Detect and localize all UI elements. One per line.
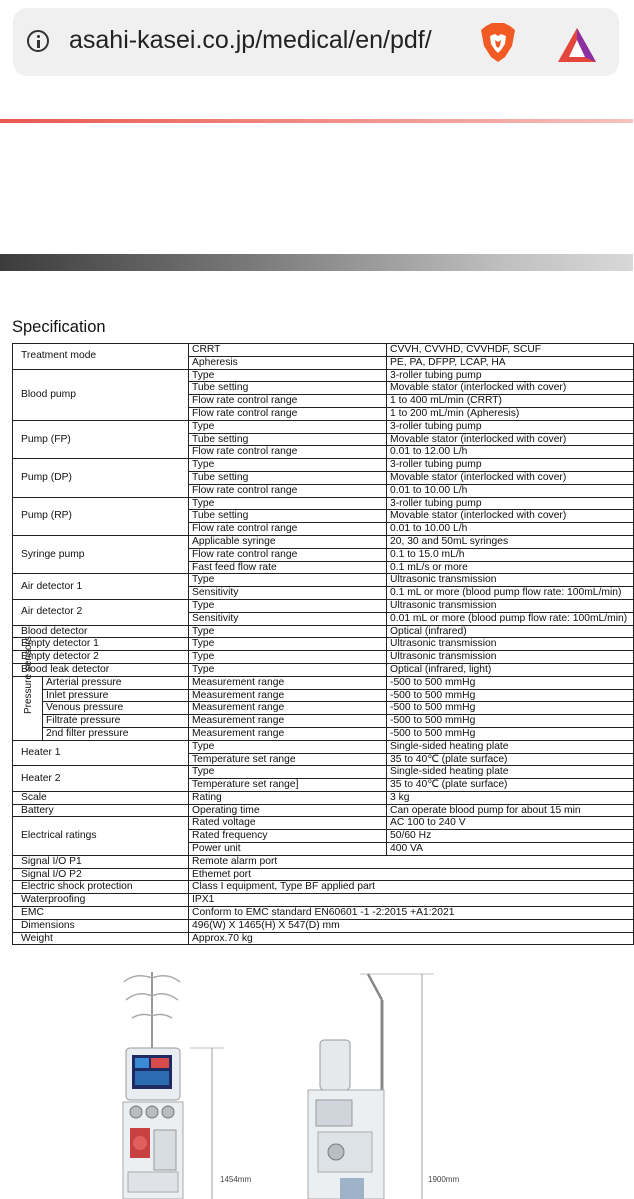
value-cell: Movable stator (interlocked with cover) [387,471,634,484]
value-cell: 496(W) X 1465(H) X 547(D) mm [189,919,634,932]
item-cell: Tube setting [189,471,387,484]
item-cell: Apheresis [189,356,387,369]
item-cell: Type [189,497,387,510]
item-cell: Rated voltage [189,817,387,830]
item-cell: Temperature set range [189,753,387,766]
section-label: Waterproofing [13,894,189,907]
value-cell: 0.1 to 15.0 mL/h [387,548,634,561]
value-cell: 50/60 Hz [387,830,634,843]
item-cell: Tube setting [189,382,387,395]
value-cell: IPX1 [189,894,634,907]
value-cell: Movable stator (interlocked with cover) [387,433,634,446]
sensor-name: Filtrate pressure [43,715,189,728]
section-label: Syringe pump [13,535,189,573]
item-cell: Flow rate control range [189,548,387,561]
value-cell: Movable stator (interlocked with cover) [387,510,634,523]
value-cell: 0.1 mL/s or more [387,561,634,574]
value-cell: Ultrasonic transmission [387,651,634,664]
value-cell: Ultrasonic transmission [387,599,634,612]
item-cell: Rated frequency [189,830,387,843]
table-row [13,420,634,433]
table-row [13,574,634,587]
table-row [13,651,634,664]
item-cell: Flow rate control range [189,395,387,408]
sensor-name: Inlet pressure [43,689,189,702]
value-cell: Can operate blood pump for about 15 min [387,804,634,817]
value-cell: 0.01 to 12.00 L/h [387,446,634,459]
value-cell: 0.1 mL or more (blood pump flow rate: 100mL/min) [387,587,634,600]
table-row [13,919,634,932]
table-row [13,663,634,676]
section-label: Electric shock protection [13,881,189,894]
pressure-group-text: Pressure sensors [23,636,34,715]
sensor-name: 2nd filter pressure [43,727,189,740]
value-cell: Ethemet port [189,868,634,881]
page-title: Specification [12,318,106,336]
table-row [13,881,634,894]
device-illustrations [0,960,633,1199]
item-cell: CRRT [189,344,387,357]
item-cell: Measurement range [189,676,387,689]
front-view-device [123,972,224,1199]
value-cell: 0.01 to 10.00 L/h [387,523,634,536]
table-row [13,804,634,817]
section-label: Electrical ratings [13,817,189,855]
section-divider-band [0,254,633,271]
table-row [13,932,634,945]
brave-lion-icon[interactable] [478,22,518,64]
item-cell: Tube setting [189,510,387,523]
item-cell: Flow rate control range [189,523,387,536]
item-cell: Tube setting [189,433,387,446]
table-row [13,791,634,804]
section-label: Pump (RP) [13,497,189,535]
item-cell: Type [189,599,387,612]
item-cell: Type [189,740,387,753]
address-bar[interactable] [13,8,619,76]
item-cell: Type [189,625,387,638]
table-row [13,868,634,881]
value-cell: -500 to 500 mmHg [387,676,634,689]
section-label: Heater 1 [13,740,189,766]
table-row [13,459,634,472]
item-cell: Type [189,663,387,676]
item-cell: Temperature set range] [189,779,387,792]
item-cell: Flow rate control range [189,407,387,420]
table-row [13,689,634,702]
value-cell: Movable stator (interlocked with cover) [387,382,634,395]
section-label: Air detector 1 [13,574,189,600]
table-row [13,894,634,907]
section-label: Battery [13,804,189,817]
item-cell: Type [189,638,387,651]
specification-table [12,343,634,945]
section-label: Blood leak detector [13,663,189,676]
item-cell: Type [189,459,387,472]
value-cell: Optical (infrared, light) [387,663,634,676]
value-cell: 0.01 mL or more (blood pump flow rate: 100mL/min) [387,612,634,625]
section-label: Empty detector 2 [13,651,189,664]
value-cell: 3-roller tubing pump [387,459,634,472]
value-cell: Ultrasonic transmission [387,574,634,587]
sensor-name: Venous pressure [43,702,189,715]
item-cell: Type [189,420,387,433]
item-cell: Applicable syringe [189,535,387,548]
value-cell: 1 to 200 mL/min (Apheresis) [387,407,634,420]
value-cell: Single-sided heating plate [387,740,634,753]
table-row [13,727,634,740]
item-cell: Measurement range [189,689,387,702]
value-cell: Conform to EMC standard EN60601 -1 -2:2015 +A1:2021 [189,907,634,920]
value-cell: 1 to 400 mL/min (CRRT) [387,395,634,408]
table-row [13,625,634,638]
item-cell: Power unit [189,843,387,856]
value-cell: 20, 30 and 50mL syringes [387,535,634,548]
info-icon[interactable] [27,30,49,52]
value-cell: 35 to 40℃ (plate surface) [387,779,634,792]
section-label: Empty detector 1 [13,638,189,651]
value-cell: Ultrasonic transmission [387,638,634,651]
section-label: Blood pump [13,369,189,420]
item-cell: Sensitivity [189,612,387,625]
value-cell: 3 kg [387,791,634,804]
section-label: Dimensions [13,919,189,932]
table-row [13,766,634,779]
item-cell: Type [189,369,387,382]
table-row [13,817,634,830]
section-label: Treatment mode [13,344,189,370]
section-label: Air detector 2 [13,599,189,625]
table-row [13,715,634,728]
item-cell: Type [189,766,387,779]
table-row [13,702,634,715]
side-height-label: 1900mm [428,1175,460,1184]
value-cell: PE, PA, DFPP, LCAP, HA [387,356,634,369]
value-cell: 3-roller tubing pump [387,420,634,433]
pressure-group-label [13,636,43,740]
value-cell: -500 to 500 mmHg [387,727,634,740]
table-row [13,369,634,382]
sensor-name: Arterial pressure [43,676,189,689]
section-label: Scale [13,791,189,804]
side-view-device [308,974,434,1199]
value-cell: Approx.70 kg [189,932,634,945]
front-height-label: 1454mm [220,1175,252,1184]
value-cell: AC 100 to 240 V [387,817,634,830]
section-label: Signal I/O P2 [13,868,189,881]
section-label: Heater 2 [13,766,189,792]
section-label: Blood detector [13,625,189,638]
table-row [13,855,634,868]
item-cell: Sensitivity [189,587,387,600]
table-row [13,535,634,548]
item-cell: Measurement range [189,702,387,715]
value-cell: 3-roller tubing pump [387,497,634,510]
item-cell: Type [189,574,387,587]
table-row [13,676,634,689]
url-text[interactable]: asahi-kasei.co.jp/medical/en/pdf/ [69,26,432,54]
section-label: Pump (DP) [13,459,189,497]
value-cell: 3-roller tubing pump [387,369,634,382]
table-row [13,497,634,510]
value-cell: -500 to 500 mmHg [387,689,634,702]
value-cell: Single-sided heating plate [387,766,634,779]
table-row [13,599,634,612]
item-cell: Rating [189,791,387,804]
value-cell: Optical (infrared) [387,625,634,638]
aurora-triangle-icon[interactable] [556,26,598,64]
header-accent-line [0,119,633,123]
item-cell: Fast feed flow rate [189,561,387,574]
item-cell: Flow rate control range [189,446,387,459]
section-label: Weight [13,932,189,945]
item-cell: Measurement range [189,715,387,728]
value-cell: Class I equipment, Type BF applied part [189,881,634,894]
table-row [13,907,634,920]
table-row [13,740,634,753]
value-cell: 35 to 40℃ (plate surface) [387,753,634,766]
value-cell: Remote alarm port [189,855,634,868]
item-cell: Type [189,651,387,664]
value-cell: 0.01 to 10.00 L/h [387,484,634,497]
item-cell: Flow rate control range [189,484,387,497]
table-row [13,344,634,357]
section-label: EMC [13,907,189,920]
section-label: Pump (FP) [13,420,189,458]
table-row [13,638,634,651]
item-cell: Operating time [189,804,387,817]
value-cell: 400 VA [387,843,634,856]
item-cell: Measurement range [189,727,387,740]
value-cell: -500 to 500 mmHg [387,702,634,715]
value-cell: CVVH, CVVHD, CVVHDF, SCUF [387,344,634,357]
value-cell: -500 to 500 mmHg [387,715,634,728]
section-label: Signal I/O P1 [13,855,189,868]
